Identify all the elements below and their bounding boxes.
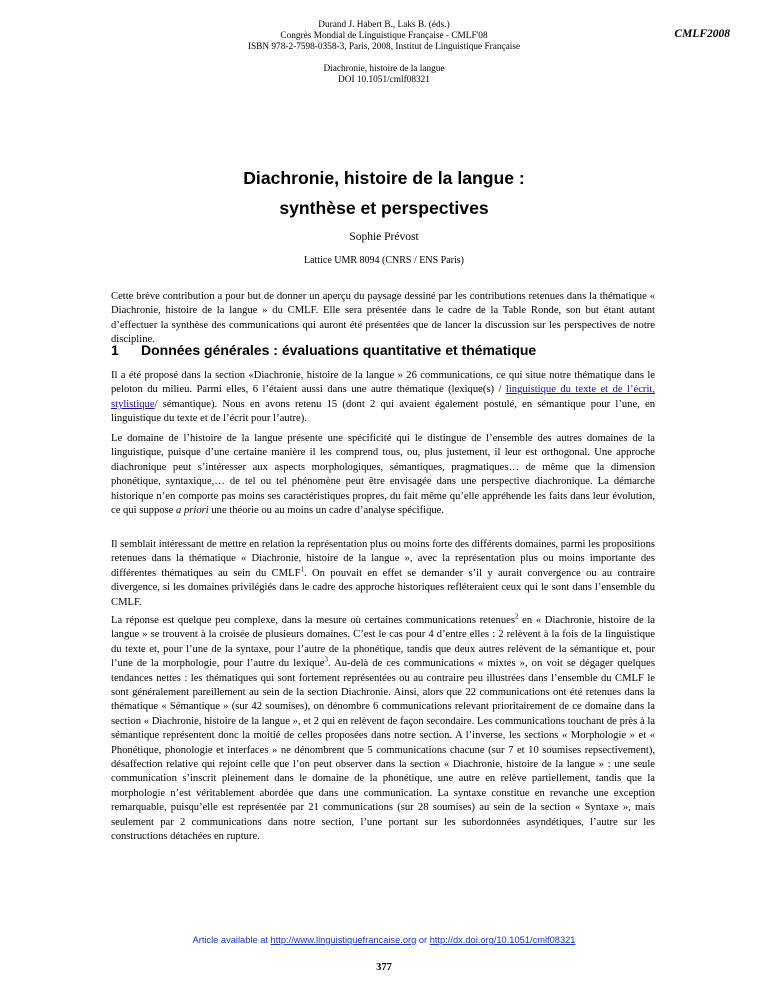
section-header [0,64,768,86]
publication-header [0,20,768,53]
paragraph-4-text-a: La réponse est quelque peu complexe, dans la mesure où certaines communications retenues [111,615,515,626]
paragraph-2 [111,432,655,518]
doi-link[interactable]: http://dx.doi.org/10.1051/cmlf08321 [429,935,576,945]
paragraph-4 [111,614,655,845]
cmlf-brand: CMLF2008 [674,28,730,40]
footnote-ref-1[interactable]: 1 [300,565,304,574]
linguistiquefrancaise-link[interactable]: http://www.linguistiquefrancaise.org [270,935,417,945]
author-affiliation: Lattice UMR 8094 (CNRS / ENS Paris) [304,255,464,266]
paragraph-4-text-b: en « Diachronie, histoire de la langue » se trouvent à la croisée de plusieurs domaines. C’est le cas pour 4 d’entre elles : 2 relèvent à la fois de la linguistique du texte et, pour l’une de la syntaxe, pour l’autre de la phonétique, tandis que deux autres relèvent de la sémantique et, pour l’une de la morphologie, pour l’autre du lexique [111,615,655,670]
paper-title [0,163,768,223]
header-isbn: ISBN 978-2-7598-0358-3, Paris, 2008, Institut de Linguistique Française [247,42,521,52]
paragraph-4-text-c: . Au-delà de ces communications « mixtes », on voit se dégager quelques tendances nettes : les thématiques qui sont fortement représentées ou au contraire peu illustrées dans l’ensemble du CMLF le sont généralement pareillement au sein de la section Diachronie. Ainsi, alors que 22 communications ont été retenues dans la thématique « Sémantique » (sur 42 soumises), on dénombre 6 communications relevant prioritairement de ce domaine dans la section « Diachronie, histoire de la langue », et 2 qui en relèvent de façon secondaire. Les communications touchant de près à la sémantique représentent donc la moitié de celles proposées dans notre section. A l’inverse, les sections « Morphologie » et « Phonétique, phonologie et interfaces » ne dénombrent que 5 communications chacune (sur 7 et 10 soumises repsectivement), désaffection relative qui rejoint celle que l’on peut observer dans la section « Diachronie, histoire de la langue » : une seule communication s’inscrit pleinement dans le domaine de la phonétique, une autre en relève partiellement, tandis que la morphologie n’est véritablement abordée que dans une communication. La syntaxe constitue en revanche une exception remarquable, puisqu’elle est représentée par 21 communications (sur 28 soumises) au sein de la section « Syntaxe », mais seulement par 2 communications dans notre section, l’une portant sur les subordonnées asyndétiques, l’autre sur les constructions détachées en rupture. [111,658,655,843]
header-section-name: Diachronie, histoire de la langue [323,64,445,74]
paragraph-1-text-a: Il a été proposé dans la section «Diachronie, histoire de la langue » 26 communications, ce qui situe notre thématique dans le peloton du milieu. Parmi elles, 6 l’étaient aussi dans une autre thématique (lexique(s) / [111,370,655,396]
footer-or: or [416,935,430,945]
paragraph-3 [111,538,655,610]
section-heading [111,342,671,358]
footnote-ref-2[interactable]: 2 [514,612,519,621]
italic-a-priori: a priori [176,505,209,517]
header-congress: Congrès Mondial de Linguistique Française - CMLF'08 [280,31,488,41]
footer-prefix: Article available at [192,935,271,945]
title-line-1: Diachronie, histoire de la langue : [243,168,525,188]
paragraph-2-text-b: une théorie ou au moins un cadre d’analyse spécifique. [208,505,445,517]
footnote-ref-3[interactable]: 3 [324,655,328,664]
section-number: 1 [111,342,119,358]
header-editors: Durand J. Habert B., Laks B. (éds.) [318,20,450,30]
stylistique-link[interactable]: linguistique du texte et de l’écrit, stylistique [111,384,655,410]
author-name: Sophie Prévost [349,231,419,243]
article-availability-footer [0,935,768,945]
paragraph-3-text-a: Il semblait intéressant de mettre en relation la représentation plus ou moins forte des différents domaines, parmi les propositions retenues dans la thématique « Diachronie, histoire de la langue », avec la représentation plus ou moins importante des différentes thématiques au sein du CMLF [111,539,655,579]
paragraph-2-text-a: Le domaine de l’histoire de la langue présente une spécificité qui le distingue de l’ensemble des autres domaines de la linguistique, puisque d’une certaine manière il les comprend tous, ou, plus justement, il leur est orthogonal. Une approche diachronique peut s’intéresser aux aspects morphologiques, sémantiques, pragmatiques… de même que la dimension phonétique, syntaxique,… de tel ou tel phénomène peut être envisagée dans une perspective diachronique. La démarche historique n’en comporte pas moins ses caractéristiques propres, du fait même qu’elle appréhende les faits dans leur évolution, ce qui suppose [111,433,655,517]
page-number: 377 [376,962,392,973]
abstract: Cette brève contribution a pour but de donner un aperçu du paysage dessiné par les contributions retenues dans la thématique « Diachronie, histoire de la langue » du CMLF. Elle sera présentée dans le cadre de la Table Ronde, son but étant autant d’effectuer la synthèse des communications qui auront été présentées que de lancer la discussion sur les perspectives de notre discipline. [111,291,655,346]
header-doi: DOI 10.1051/cmlf08321 [338,75,430,85]
section-title: Données générales : évaluations quantitative et thématique [141,342,537,358]
title-line-2: synthèse et perspectives [279,198,489,218]
paragraph-1-text-b: / sémantique). Nous en avons retenu 15 (dont 2 qui avaient également postulé, en sémantique pour l’une, en linguistique du texte et de l’écrit pour l’autre). [111,398,655,425]
paragraph-1 [111,369,655,427]
paragraph-3-text-b: . On pouvait en effet se demander s’il y aurait convergence ou au contraire divergence, si les domaines privilégiés dans le cadre des approche historiques refléteraient ceux qui le sont dans l’ensemble du CMLF. [111,567,655,608]
